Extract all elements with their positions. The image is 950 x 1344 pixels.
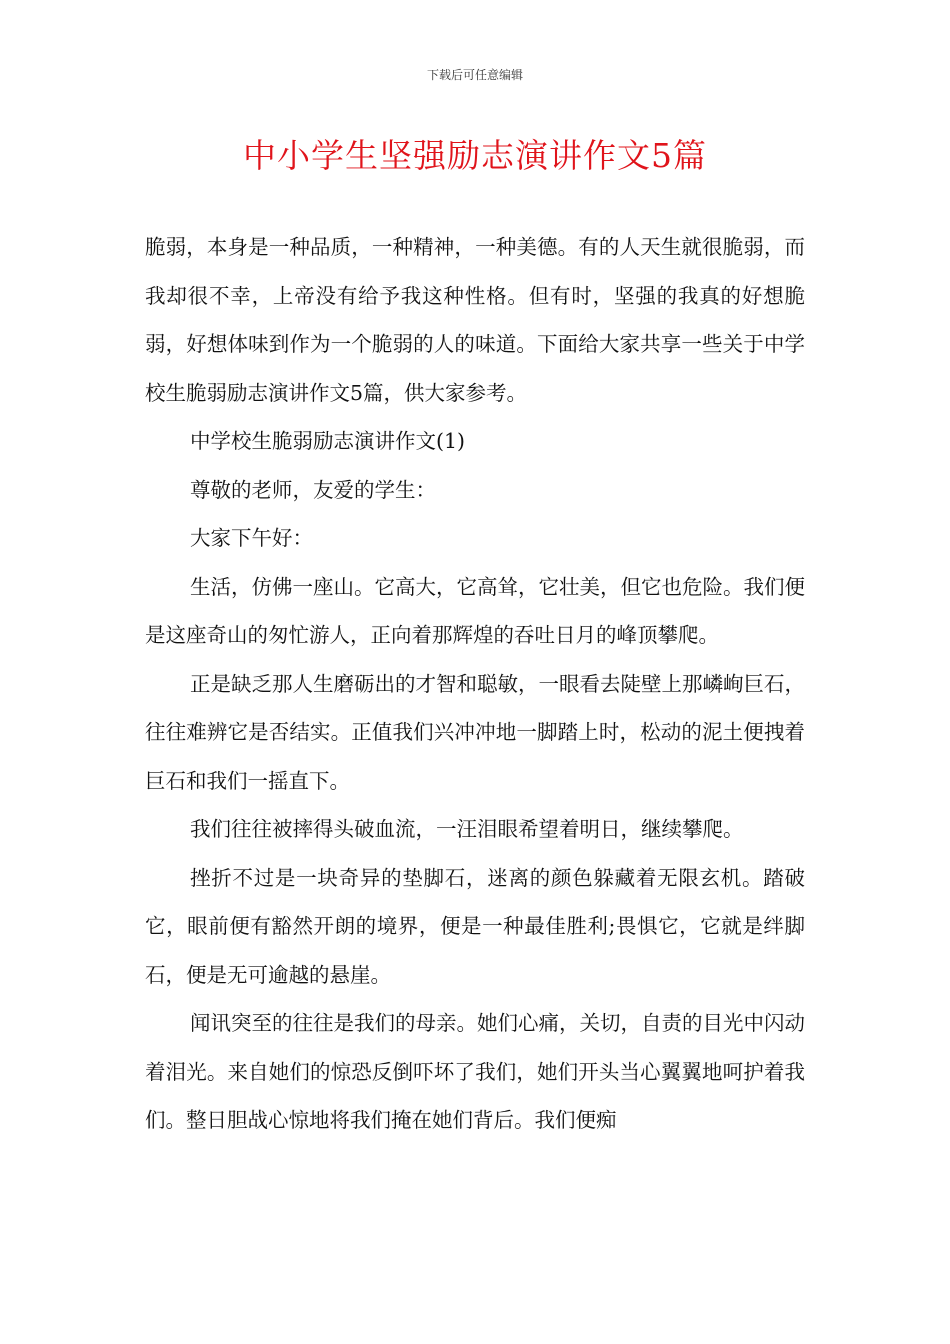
body-paragraph: 生活，仿佛一座山。它高大，它高耸，它壮美，但它也危险。我们便是这座奇山的匆忙游人，正向着那辉煌的吞吐日月的峰顶攀爬。 [145,574,805,647]
section-heading: 中学校生脆弱励志演讲作文(1) [190,429,466,453]
intro-paragraph: 脆弱，本身是一种品质，一种精神，一种美德。有的人天生就很脆弱，而我却很不幸，上帝没有给予我这种性格。但有时，坚强的我真的好想脆弱，好想体味到作为一个脆弱的人的味道。下面给大家共享一些关于中学校生脆弱励志演讲作文5篇，供大家参考。 [145,235,805,405]
greeting: 大家下午好： [190,526,313,550]
body-paragraph: 挫折不过是一块奇异的垫脚石，迷离的颜色躲藏着无限玄机。踏破它，眼前便有豁然开朗的境界，便是一种最佳胜利;畏惧它，它就是绊脚石，便是无可逾越的悬崖。 [145,865,805,987]
document-title: 中小学生坚强励志演讲作文5篇 [243,136,707,175]
body-paragraph: 正是缺乏那人生磨砺出的才智和聪敏，一眼看去陡壁上那嶙峋巨石，往往难辨它是否结实。正值我们兴冲冲地一脚踏上时，松动的泥土便拽着巨石和我们一摇直下。 [145,671,805,793]
salutation: 尊敬的老师，友爱的学生： [190,477,436,502]
header-note: 下载后可任意编辑 [426,68,523,82]
body-paragraph: 闻讯突至的往往是我们的母亲。她们心痛，关切，自责的目光中闪动着泪光。来自她们的惊恐反倒吓坏了我们，她们开头当心翼翼地呵护着我们。整日胆战心惊地将我们掩在她们背后。我们便痴 [145,1011,805,1132]
body-paragraph: 我们往往被摔得头破血流，一汪泪眼希望着明日，继续攀爬。 [190,817,744,841]
document-body [145,223,805,1145]
